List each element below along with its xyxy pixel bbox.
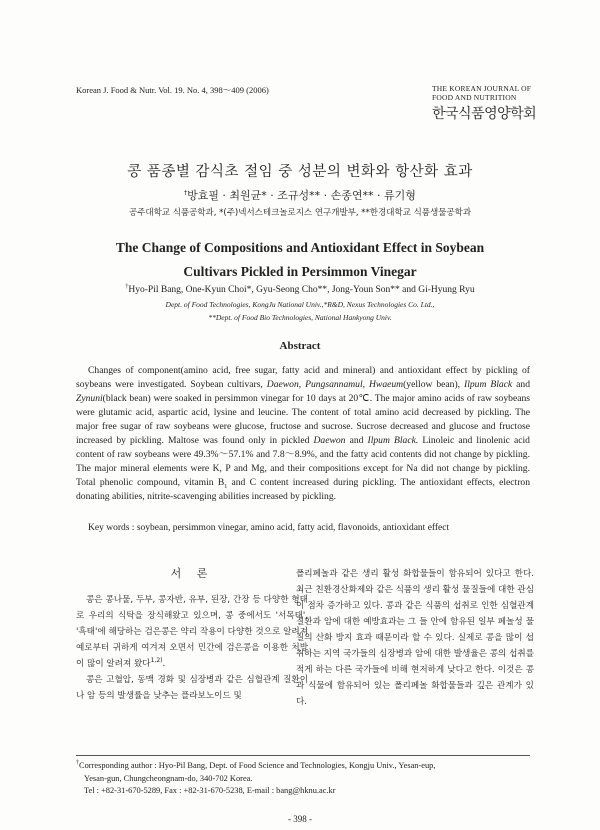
cultivar-names: Daewon, Pungsannamul, Hwaeum <box>266 379 404 390</box>
abstract-text: (black bean) were soaked in persimmon vinegar for 10 days at 20℃. The major amino acids of raw soybeans were glutamic acid, aspartic acid, lysine and leucine. The content of total amino acid decreased by pickling. The major free sugar of raw soybeans were glucose, fructose and sucrose. Sucrose decreased and glucose and fructose increased by pickling. Maltose was found only in pickled <box>76 393 530 446</box>
intro-column-left <box>76 566 308 704</box>
abstract-text: and <box>345 435 368 446</box>
title-korean: 콩 품종별 감식초 절임 중 성분의 변화와 항산화 효과 <box>127 164 473 180</box>
footnote <box>76 760 536 798</box>
intro-text: 콩은 콩나물, 두부, 콩자반, 유부, 된장, 간장 등 다양한 형태로 우리의 식탁을 장식해왔고 있으며, 콩 중에서도 '서목태', '흑태'에 해당하는 검은콩은 약리 작용이 다양한 것으로 알려져 예로부터 귀하게 여겨져 오면서 민간에 검은콩을 이용한 처방이 많이 알려져 왔다 <box>76 595 308 669</box>
intro-paragraph: 콩은 고혈압, 동맥 경화 및 심장병과 같은 심혈관계 질환이나 암 등의 발생률을 낮추는 플라보노이드 및 <box>76 675 308 701</box>
cultivar-names: Ilpum Black. <box>367 435 419 446</box>
affiliations-english-line2: **Dept. of Food Bio Technologies, National Hankyong Univ. <box>208 313 392 322</box>
authors-english-names: Hyo-Pil Bang, One-Kyun Choi*, Gyu-Seong Cho**, Jong-Youn Son** and Gi-Hyung Ryu <box>128 285 475 295</box>
affiliations-korean: 공주대학교 식품공학과, *(주)넥서스테크놀로지스 연구개발부, **한경대학교 식품생물공학과 <box>128 208 472 218</box>
corresponding-mark: † <box>76 760 79 767</box>
abstract-heading: Abstract <box>279 340 321 352</box>
footnote-line: Yesan-gun, Chungcheongnam-do, 340-702 Korea. <box>84 773 253 783</box>
intro-paragraph: 폴리페놀과 같은 생리 활성 화합물들이 함유되어 있다고 한다. 최근 친환경산화제와 같은 식품의 생리 활성 물질들에 대한 관심이 점차 증가하고 있다. 콩과 같은 식품의 섭취로 인한 심혈관계 질환과 암에 대한 예방효과는 그 들 안에 함유된 일부 페놀성 물질의 산화 방지 효과 때문이라 할 수 있다. 실제로 콩을 많이 섭취하는 지역 국가들의 심장병과 암에 대한 발생율은 콩의 섭취를 적게 하는 다른 국가들에 비해 현저하게 낮다고 한다. 이것은 콩과 식물에 함유되어 있는 폴리페놀 화합물들과 깊은 관계가 있다. <box>296 569 534 707</box>
title-english: The Change of Compositions and Antioxidant Effect in Soybean Cultivars Pickled in Persimmon Vinegar <box>115 240 485 279</box>
page-number: - 398 - <box>288 814 312 824</box>
intro-text: . <box>162 659 166 669</box>
corresponding-mark: † <box>125 283 129 290</box>
journal-masthead <box>432 84 550 123</box>
journal-name-en-line2: FOOD AND NUTRITION <box>432 93 517 102</box>
authors-korean-names: 방효필 · 최원균* · 조규성** · 손종연** · 류기형 <box>187 189 416 202</box>
citation: Korean J. Food & Nutr. Vol. 19. No. 4, 398～409 (2006) <box>76 85 269 95</box>
footnote-text: Corresponding author : Hyo-Pil Bang, Dept. of Food Science and Technologies, Kongju Univ., Yesan-eup, <box>79 761 436 770</box>
authors-english <box>0 285 600 295</box>
cultivar-names: Zynuni <box>76 393 103 404</box>
intro-column-right <box>296 566 534 710</box>
abstract-text: (yellow bean), <box>403 379 465 390</box>
journal-name-ko: 한국식품영양학회 <box>432 106 537 122</box>
abstract-text: and <box>512 379 530 390</box>
cultivar-names: Daewon <box>313 435 346 446</box>
corresponding-mark: † <box>184 189 188 197</box>
reference-mark: 1,2) <box>150 657 163 665</box>
footnote-line: Tel : +82-31-670-5289, Fax : +82-31-670-5238, E-mail : bang@hknu.ac.kr <box>84 786 336 795</box>
affiliations-english-line1: Dept. of Food Technologies, KongJu National Univ.,*R&D, Nexus Technologies Co. Ltd., <box>165 300 435 309</box>
footnote-line <box>76 760 536 773</box>
abstract-text: and C content increased during pickling. The antioxidant effects, electron donating abilities, nitrite-scavenging abilities increased by pickling. <box>76 477 530 502</box>
abstract-body <box>76 364 530 504</box>
abstract-text: Linoleic and linolenic acid content of raw soybeans were 49.3%～57.1% and 7.8～8.9%, and the fatty acid contents did not change by pickling. The major mineral elements were K, P and Mg, and their compositions except for Na did not change by pickling. Total phenolic compound, vitamin B <box>76 435 530 488</box>
cultivar-names: Ilpum Black <box>464 379 513 390</box>
footnote-divider <box>76 755 530 756</box>
abstract-text: Changes of component(amino acid, free sugar, fatty acid and mineral) and antioxidant effect by pickling of soybeans were investigated. Soybean cultivars, <box>76 365 530 390</box>
intro-paragraph <box>76 592 308 672</box>
authors-korean <box>0 187 600 203</box>
intro-heading: 서 론 <box>170 567 214 580</box>
journal-name-en-line1: THE KOREAN JOURNAL OF <box>432 84 532 93</box>
subscript: 1 <box>224 483 228 490</box>
keywords: Key words : soybean, persimmon vinegar, amino acid, fatty acid, flavonoids, antioxidant effect <box>88 523 450 533</box>
